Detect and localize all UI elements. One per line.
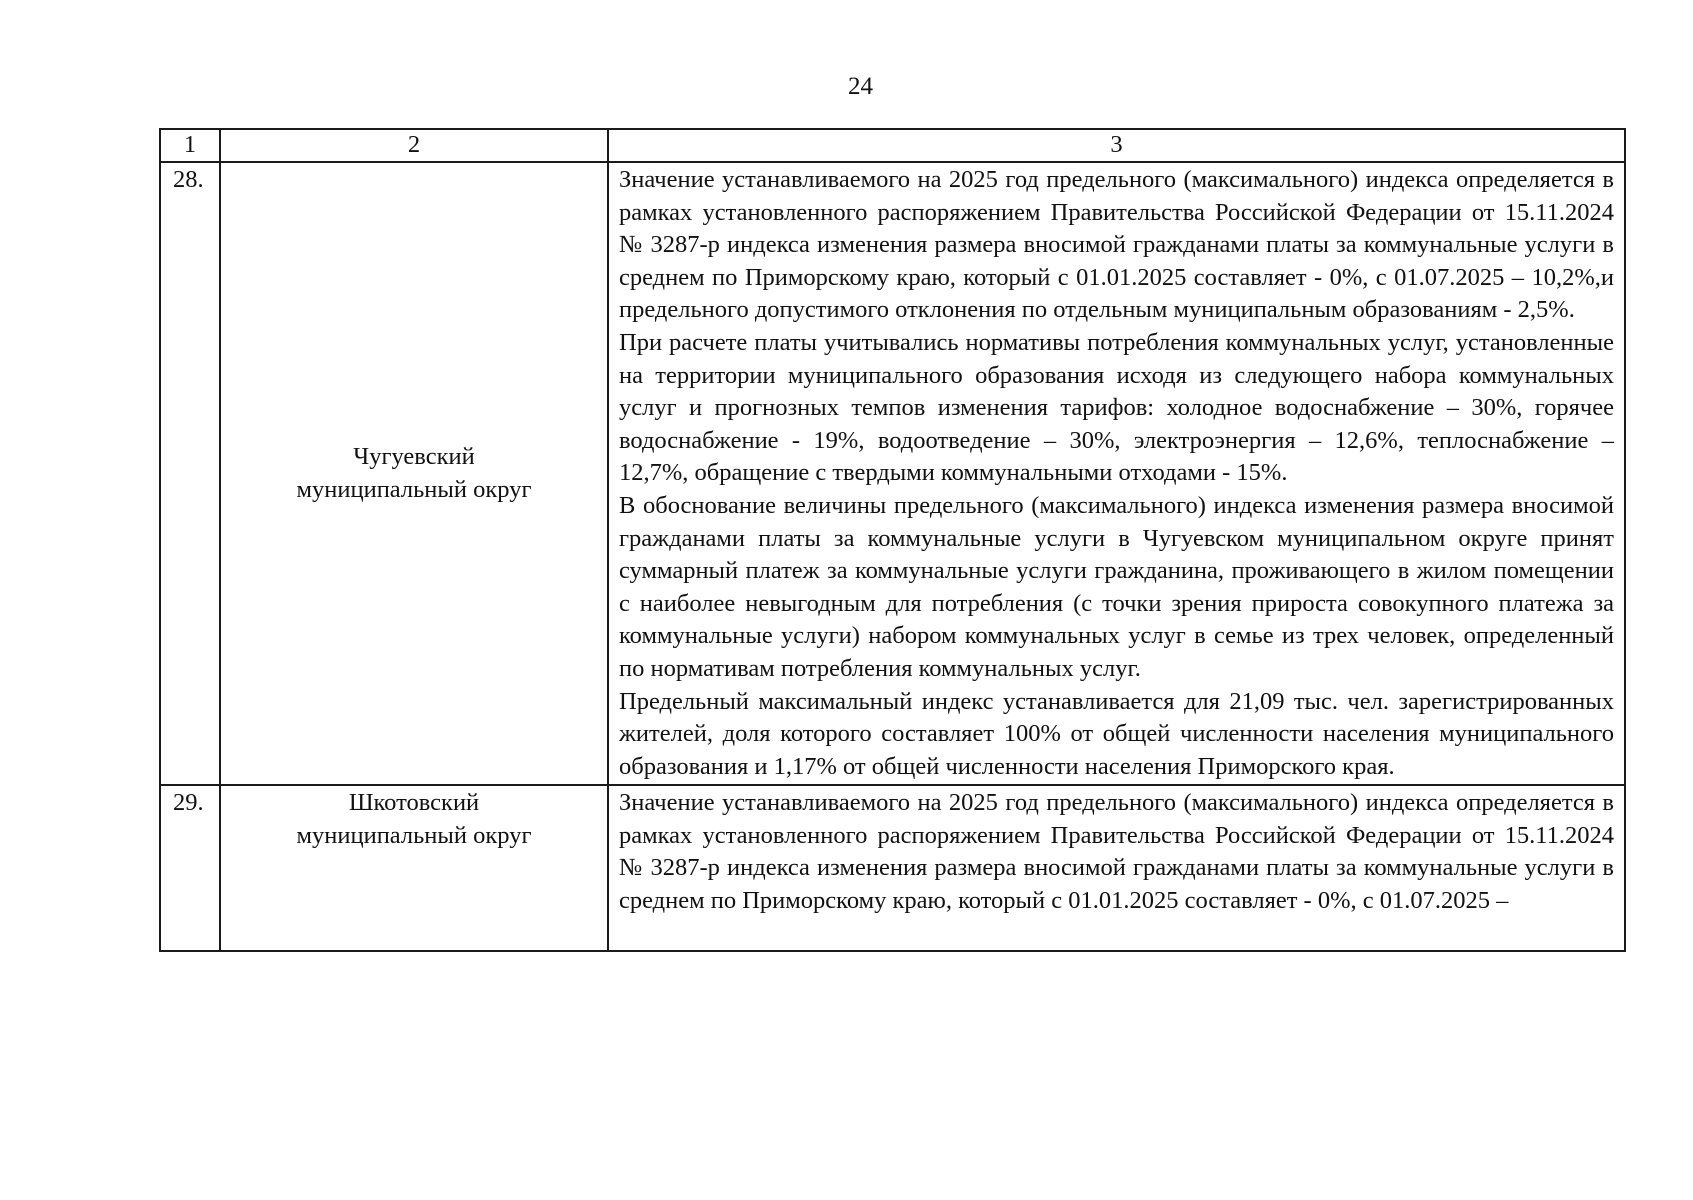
- description-cell: [608, 162, 1625, 785]
- municipality-name: [220, 162, 608, 785]
- page-number: 24: [848, 73, 873, 100]
- municipality-name-line1: Чугуевский: [353, 443, 475, 471]
- municipality-name: [220, 785, 608, 951]
- municipality-name-line2: муниципальный округ: [296, 821, 532, 849]
- row-number: 29.: [160, 785, 220, 951]
- description-paragraph: При расчете платы учитывались нормативы потребления коммунальных услуг, установленные на территории муниципального образования исходя из следующего набора коммунальных услуг и прогнозных темпов изменения тарифов: холодное водоснабжение – 30%, горячее водоснабжение - 19%, водоотведение – 30%, электроэнергия – 12,6%, теплоснабжение – 12,7%, обращение с твердыми коммунальными отходами - 15%.: [619, 328, 1614, 487]
- description-cell: [608, 785, 1625, 951]
- description-clip: [619, 787, 1614, 949]
- table-row: [160, 162, 1625, 785]
- table-header-row: [160, 129, 1625, 162]
- header-cell-col2: 2: [220, 129, 608, 162]
- municipality-name-line2: муниципальный округ: [296, 475, 532, 503]
- table-row: [160, 785, 1625, 951]
- description-paragraph: Значение устанавливаемого на 2025 год предельного (максимального) индекса определяется в рамках установленного распоряжением Правительства Российской Федерации от 15.11.2024 № 3287-р индекса изменения размера вносимой гражданами платы за коммунальные услуги в среднем по Приморскому краю, который с 01.01.2025 составляет - 0%, с 01.07.2025 –: [619, 789, 1614, 915]
- document-table: [159, 128, 1626, 952]
- description-paragraph: Значение устанавливаемого на 2025 год предельного (максимального) индекса определяется в рамках установленного распоряжением Правительства Российской Федерации от 15.11.2024 № 3287-р индекса изменения размера вносимой гражданами платы за коммунальные услуги в среднем по Приморскому краю, который с 01.01.2025 составляет - 0%, с 01.07.2025 – 10,2%,и предельного допустимого отклонения по отдельным муниципальным образованиям - 2,5%.: [619, 166, 1614, 324]
- header-cell-col3: 3: [608, 129, 1625, 162]
- header-cell-col1: 1: [160, 129, 220, 162]
- description-paragraph: Предельный максимальный индекс устанавливается для 21,09 тыс. чел. зарегистрированных жителей, доля которого составляет 100% от общей численности населения муниципального образования и 1,17% от общей численности населения Приморского края.: [619, 687, 1614, 780]
- row-number: 28.: [160, 162, 220, 785]
- municipality-name-line1: Шкотовский: [348, 789, 480, 817]
- description-paragraph: В обоснование величины предельного (максимального) индекса изменения размера вносимой гражданами платы за коммунальные услуги в Чугуевском муниципальном округе принят суммарный платеж за коммунальные услуги гражданина, проживающего в жилом помещении с наиболее невыгодным для потребления (с точки зрения прироста совокупного платежа за коммунальные услуги) набором коммунальных услуг в семье из трех человек, определенный по нормативам потребления коммунальных услуг.: [619, 491, 1614, 682]
